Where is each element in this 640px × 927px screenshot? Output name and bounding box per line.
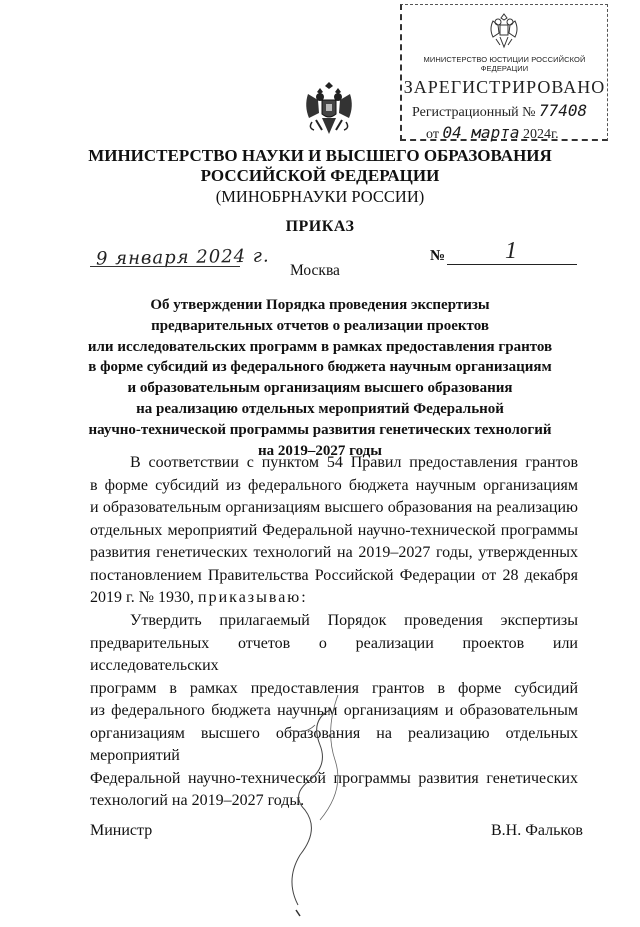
decree-word: приказываю:: [198, 589, 308, 606]
stamp-date-day-month: 04 марта: [442, 123, 520, 142]
subject-line: или исследовательских программ в рамках предоставления грантов: [87, 338, 553, 355]
stamp-date-year: 2024: [523, 127, 551, 142]
ministry-name-line-1: МИНИСТЕРСТВО НАУКИ И ВЫСШЕГО ОБРАЗОВАНИЯ: [88, 146, 552, 165]
body-line: организациям высшего образования на реализацию отдельных мероприятий: [90, 724, 578, 764]
signer-position: Министр: [90, 822, 153, 839]
body-line: отдельных мероприятий Федеральной научно-технической программы: [90, 521, 578, 539]
subject-line: и образовательным организациям высшего образования: [127, 380, 513, 397]
stamp-registration-line: [412, 101, 587, 121]
body-line: Утвердить прилагаемый Порядок проведения экспертизы: [130, 612, 578, 629]
body-line: развития генетических технологий на 2019–2027 годы, утвержденных: [90, 544, 578, 561]
document-type-title: ПРИКАЗ: [285, 218, 355, 235]
subject-line: научно-технической программы развития генетических технологий: [88, 421, 552, 438]
stamp-date-suffix: г.: [551, 127, 559, 142]
stamp-ministry-name: МИНИСТЕРСТВО ЮСТИЦИИ РОССИЙСКОЙ ФЕДЕРАЦИИ: [423, 55, 586, 73]
subject-line: Об утверждении Порядка проведения экспертизы: [150, 297, 490, 313]
order-number-label: №: [430, 248, 446, 264]
body-line: программ в рамках предоставления грантов в форме субсидий: [90, 679, 578, 697]
order-number-handwritten: 1: [505, 238, 517, 264]
body-line: постановлением Правительства Российской Федерации от 28 декабря: [90, 566, 578, 584]
body-line: Федеральной научно-технической программы развития генетических: [90, 769, 578, 787]
subject-line: предварительных отчетов о реализации проектов: [151, 317, 489, 334]
registration-stamp: [400, 4, 608, 141]
body-line: в форме субсидий из федерального бюджета научным организациям: [90, 476, 578, 494]
handwritten-signature: [250, 690, 370, 920]
ministry-name-line-2: РОССИЙСКОЙ ФЕДЕРАЦИИ: [200, 166, 440, 185]
stamp-reg-label: Регистрационный №: [412, 105, 536, 120]
body-line: и образовательным организациям высшего образования на реализацию: [90, 499, 578, 516]
body-line-last: [90, 587, 578, 610]
signer-name: В.Н. Фальков: [491, 822, 583, 839]
stamp-date-line: [426, 123, 559, 143]
stamp-reg-number: 77408: [539, 101, 588, 120]
body-paragraph-1: [90, 452, 578, 610]
body-line: В соответствии с пунктом 54 Правил предоставления грантов: [130, 454, 578, 471]
coat-of-arms-icon: [304, 80, 354, 138]
order-date-handwritten: 9 января 2024 г.: [95, 245, 270, 270]
coat-of-arms-icon: [487, 11, 521, 51]
ministry-abbreviation: (МИНОБРНАУКИ РОССИИ): [215, 187, 425, 206]
body-line: технологий на 2019–2027 годы.: [90, 792, 305, 809]
order-subject: [84, 295, 556, 461]
stamp-date-prefix: от: [426, 127, 439, 142]
body-line: из федерального бюджета научным организациям и образовательным: [90, 702, 578, 719]
date-underline: [90, 266, 240, 267]
city: Москва: [290, 262, 340, 279]
subject-line: на 2019–2027 годы: [258, 442, 382, 459]
body-line: предварительных отчетов о реализации проектов или исследовательских: [90, 634, 578, 674]
stamp-status: ЗАРЕГИСТРИРОВАНО: [403, 77, 606, 97]
body-line: 2019 г. № 1930,: [90, 589, 195, 606]
subject-line: в форме субсидий из федерального бюджета научным организациям: [88, 359, 552, 376]
subject-line: на реализацию отдельных мероприятий Федеральной: [136, 400, 504, 417]
